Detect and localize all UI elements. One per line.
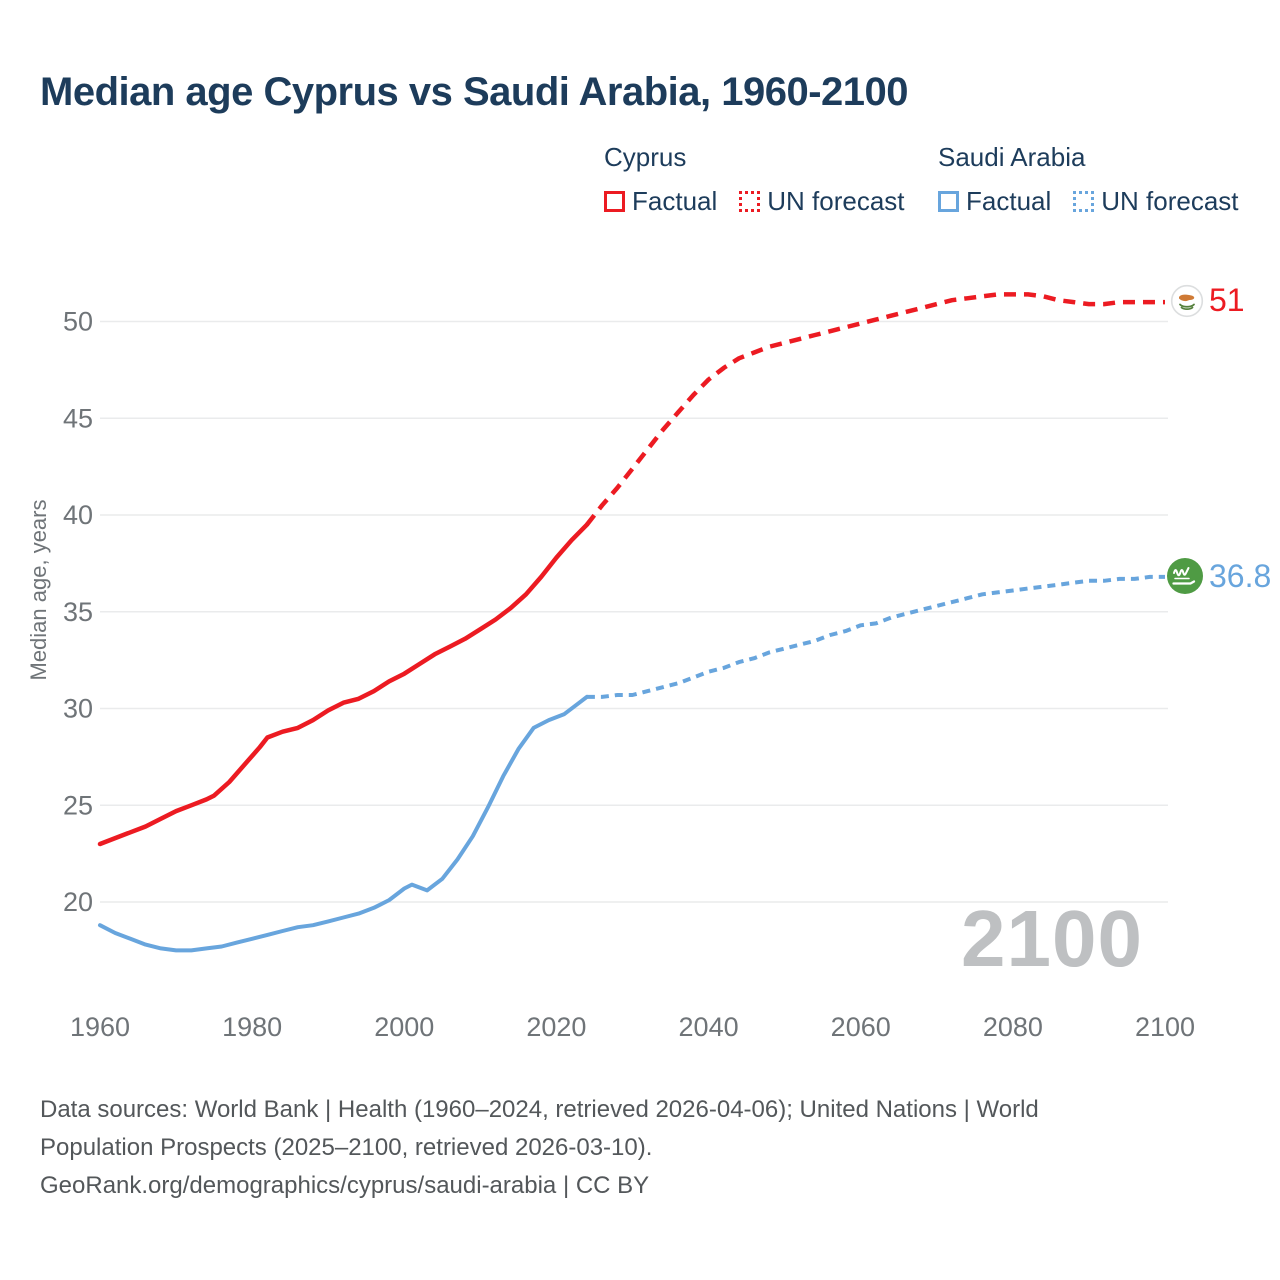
legend-group-saudi-arabia (938, 142, 1261, 217)
cyprus-flag-icon (1170, 284, 1204, 318)
watermark-year: 2100 (961, 894, 1143, 983)
legend-item-cyprus-factual[interactable] (604, 186, 717, 217)
y-axis-title: Median age, years (26, 499, 51, 681)
y-tick-label: 40 (62, 500, 93, 530)
footer-line-sources-1: Data sources: World Bank | Health (1960–2024, retrieved 2026-04-06); United Nations | World (40, 1096, 1039, 1123)
x-tick-label: 2000 (374, 1012, 435, 1042)
y-tick-label: 30 (62, 693, 93, 724)
legend-label: UN forecast (1101, 186, 1239, 216)
end-label-cyprus (1170, 282, 1245, 319)
legend-checkbox-cyprus-forecast-icon[interactable] (739, 191, 760, 212)
x-tick-label: 2060 (830, 1012, 891, 1042)
legend-checkbox-saudi-factual-icon[interactable] (938, 191, 959, 212)
end-label-saudi-arabia (1166, 557, 1271, 595)
y-tick-label: 25 (62, 790, 93, 821)
legend-item-cyprus-forecast[interactable] (739, 186, 904, 217)
legend-header-saudi-arabia: Saudi Arabia (938, 142, 1086, 172)
legend-item-saudi-forecast[interactable] (1073, 186, 1238, 217)
page-title: Median age Cyprus vs Saudi Arabia, 1960-2100 (40, 70, 909, 114)
legend-header-cyprus: Cyprus (604, 142, 687, 172)
legend-item-saudi-factual[interactable] (938, 186, 1051, 217)
series-cyprus-forecast (587, 294, 1165, 524)
legend-label: UN forecast (767, 186, 905, 216)
y-tick-label: 45 (62, 403, 93, 434)
y-tick-label: 50 (62, 306, 93, 337)
x-tick-label: 2100 (1134, 1012, 1196, 1042)
x-tick-label: 1960 (69, 1012, 131, 1042)
legend-label: Factual (966, 186, 1052, 216)
series-cyprus-factual (100, 525, 587, 844)
x-tick-label: 2020 (526, 1012, 587, 1042)
x-tick-label: 1980 (222, 1012, 283, 1042)
x-tick-label: 2080 (982, 1012, 1043, 1042)
x-tick-label: 2040 (678, 1012, 739, 1042)
y-tick-label: 35 (62, 596, 93, 627)
saudi-arabia-flag-icon (1166, 557, 1204, 595)
footer-line-attribution: GeoRank.org/demographics/cyprus/saudi-arabia | CC BY (40, 1172, 650, 1199)
saudi-end-value: 36.8 (1209, 557, 1272, 594)
legend-checkbox-cyprus-factual-icon[interactable] (604, 191, 625, 212)
series-saudi-factual (100, 697, 587, 951)
y-tick-label: 20 (62, 887, 93, 917)
series-saudi-forecast (587, 577, 1165, 697)
footer-line-sources-2: Population Prospects (2025–2100, retrieved 2026-03-10). (40, 1134, 653, 1161)
footer (40, 1091, 1200, 1205)
cyprus-end-value: 51 (1209, 282, 1245, 318)
legend-group-cyprus (604, 142, 927, 217)
legend-checkbox-saudi-forecast-icon[interactable] (1073, 191, 1094, 212)
legend-label: Factual (632, 186, 718, 216)
